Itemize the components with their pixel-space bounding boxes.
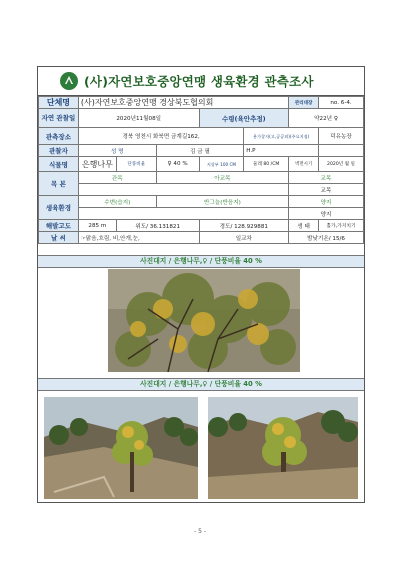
env-option-wetland: 수변(습지)	[78, 196, 156, 208]
ginkgo-photo-top	[108, 269, 300, 372]
org-value: (사)자연보호중앙연맹 경상북도협의회	[78, 97, 288, 109]
tree-option-tree: 교목	[289, 172, 364, 184]
form-title-bar	[38, 67, 364, 96]
organization-logo-icon	[60, 72, 78, 90]
girth-value: 둘레 80 /CM	[244, 157, 289, 172]
env-option-sun: 양지	[289, 196, 364, 208]
longitude-value: 경도/ 128.929881	[199, 220, 289, 232]
record-value: 2020년 월 일	[319, 157, 364, 172]
range-label: 일교차	[199, 232, 289, 244]
state-value: 홀가,가지치기	[319, 220, 364, 232]
state-label: 생 태	[289, 220, 319, 232]
org-label: 단체명	[39, 97, 79, 109]
purpose-blank	[78, 184, 288, 196]
age-value: 약22년 ♀	[289, 109, 364, 128]
weather-label: 날 씨	[39, 232, 79, 244]
altitude-label: 해발고도	[39, 220, 79, 232]
place-label: 관측장소	[39, 128, 79, 145]
range-value: 밤낮기온/ 15/6	[289, 232, 364, 244]
owner-value: 덕유농장	[319, 128, 364, 145]
photo-caption-bottom: 사진대지 / 은행나무,♀ / 단풍비율 40 %	[38, 378, 364, 391]
place-value: 경북 영천시 화북면 금계길162,	[78, 128, 243, 145]
plant-label: 식물명	[39, 157, 79, 172]
purpose-value: 교목	[289, 184, 364, 196]
mgmt-label: 관리대장	[289, 97, 319, 109]
owner-label: 용가창자(고,공공외)(주요지점)	[244, 128, 319, 145]
date-label: 자연 관찰일	[39, 109, 79, 128]
survey-form	[37, 66, 365, 503]
phone-value	[319, 145, 364, 157]
observer-name-label: 성 명	[78, 145, 156, 157]
ginkgo-photo-left	[44, 397, 198, 499]
tree-option-shrub: 관목	[78, 172, 156, 184]
tree-option-small-tree: 아교목	[156, 172, 288, 184]
env-label: 생육환경	[39, 196, 79, 220]
weather-value: ☞맑음,흐림, 비,안개,눈,	[78, 232, 199, 244]
ginkgo-photo-right	[208, 397, 358, 499]
observation-table	[38, 96, 364, 244]
height-label: 지상부 100 CM	[199, 157, 244, 172]
plant-value: 은행나무	[78, 157, 116, 172]
env-option-shade: 반그늘(반음지)	[156, 196, 288, 208]
altitude-value: 285 m	[78, 220, 116, 232]
form-title: (사)자연보호중앙연맹 생육환경 관측조사	[84, 74, 314, 89]
leaf-ratio-label: 단풍비율	[116, 157, 156, 172]
observer-name-value: 김 금 필	[156, 145, 244, 157]
phone-label: H.P	[244, 145, 319, 157]
age-label: 수령(육안추정)	[199, 109, 289, 128]
photo-caption-top: 사진대지 / 은행나무,♀ / 단풍비율 40 %	[38, 255, 364, 268]
env-value: 양지	[289, 208, 364, 220]
purpose-label: 목 본	[39, 172, 79, 196]
mgmt-value: no. 6-4.	[319, 97, 364, 109]
leaf-ratio-value: ♀ 40 %	[156, 157, 199, 172]
latitude-value: 위도/ 36.131821	[116, 220, 199, 232]
date-value: 2020년11월08일	[78, 109, 199, 128]
env-blank	[78, 208, 288, 220]
observer-label: 관찰자	[39, 145, 79, 157]
page-number: - 5 -	[194, 528, 206, 535]
record-label: 벽면시기	[289, 157, 319, 172]
